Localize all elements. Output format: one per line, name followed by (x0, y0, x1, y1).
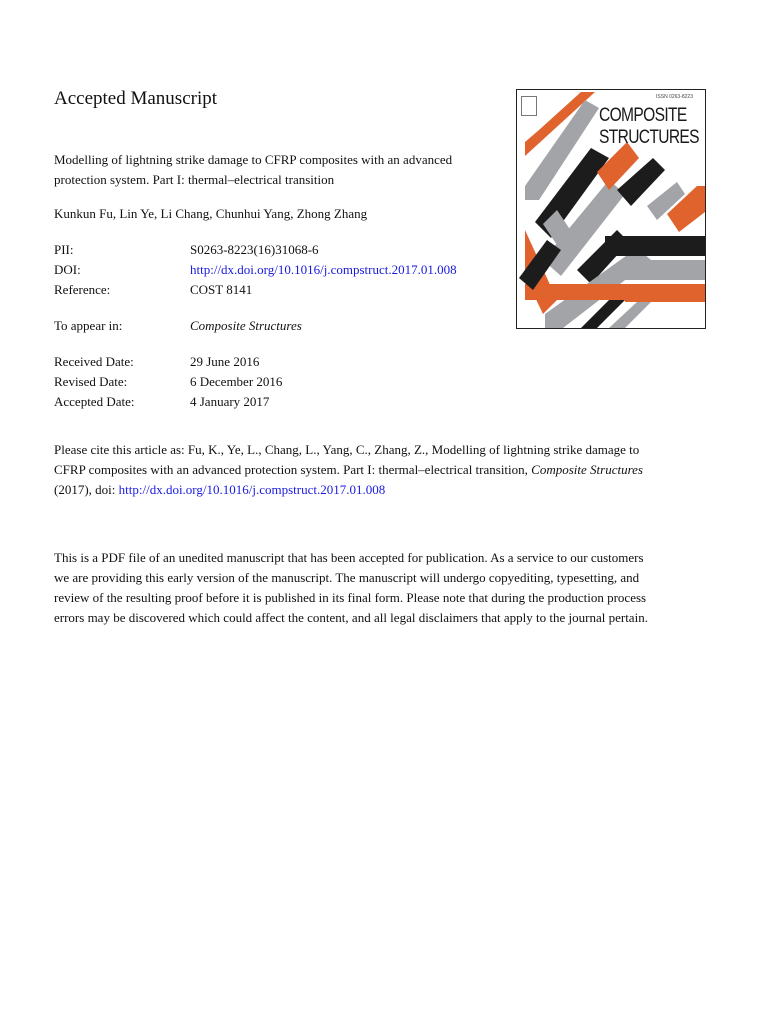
reference-value: COST 8141 (190, 282, 253, 297)
pii-value: S0263-8223(16)31068-6 (190, 242, 319, 257)
journal-cover-image (516, 89, 706, 329)
pii-label: PII: (54, 242, 74, 257)
citation-line-1: Please cite this article as: Fu, K., Ye, L., Chang, L., Yang, C., Zhang, Z., Modelling of lightning strike damage to (54, 442, 640, 457)
manuscript-notice (54, 548, 714, 628)
notice-line-2: we are providing this early version of the manuscript. The manuscript will undergo copyediting, typesetting, and (54, 570, 640, 585)
revised-label: Revised Date: (54, 374, 128, 389)
citation-doi-link[interactable]: http://dx.doi.org/10.1016/j.compstruct.2017.01.008 (118, 482, 386, 497)
notice-line-1: This is a PDF file of an unedited manuscript that has been accepted for publication. As a service to our customers (54, 550, 644, 565)
notice-line-4: errors may be discovered which could affect the content, and all legal disclaimers that apply to the journal pertain. (54, 610, 648, 625)
cover-title-line-1: COMPOSITE (599, 105, 687, 126)
cover-stripe-black-4 (605, 236, 705, 256)
citation-line-3 (54, 480, 714, 500)
revised-value: 6 December 2016 (190, 374, 283, 389)
cover-title-line-2: STRUCTURES (599, 127, 699, 148)
article-title-line-1: Modelling of lightning strike damage to CFRP composites with an advanced (54, 152, 453, 167)
doi-link[interactable]: http://dx.doi.org/10.1016/j.compstruct.2017.01.008 (190, 262, 457, 277)
received-value: 29 June 2016 (190, 354, 260, 369)
cover-issn: ISSN 0263-8223 (656, 94, 693, 100)
article-title-line-2: protection system. Part I: thermal–electrical transition (54, 172, 335, 187)
article-title (54, 150, 504, 190)
page-heading: Accepted Manuscript (54, 88, 218, 109)
notice-line-3: review of the resulting proof before it is published in its final form. Please note that during the production process (54, 590, 647, 605)
publisher-logo-icon (521, 96, 537, 116)
citation-journal: Composite Structures (531, 462, 643, 477)
citation-doi-prefix: (2017), doi: (54, 482, 119, 497)
article-authors: Kunkun Fu, Lin Ye, Li Chang, Chunhui Yang, Zhong Zhang (54, 206, 368, 221)
accepted-label: Accepted Date: (54, 394, 135, 409)
cover-stripe-orange-6 (625, 284, 705, 302)
appear-value: Composite Structures (190, 318, 302, 333)
cover-stripe-gray-6 (625, 260, 705, 280)
reference-label: Reference: (54, 282, 111, 297)
appear-label: To appear in: (54, 318, 123, 333)
received-label: Received Date: (54, 354, 134, 369)
accepted-value: 4 January 2017 (190, 394, 270, 409)
citation-line-2 (54, 460, 714, 480)
citation-paragraph (54, 440, 714, 500)
doi-label: DOI: (54, 262, 81, 277)
cover-stripe-orange-5 (525, 284, 625, 300)
citation-line-2-text: CFRP composites with an advanced protection system. Part I: thermal–electrical transition, (54, 462, 532, 477)
